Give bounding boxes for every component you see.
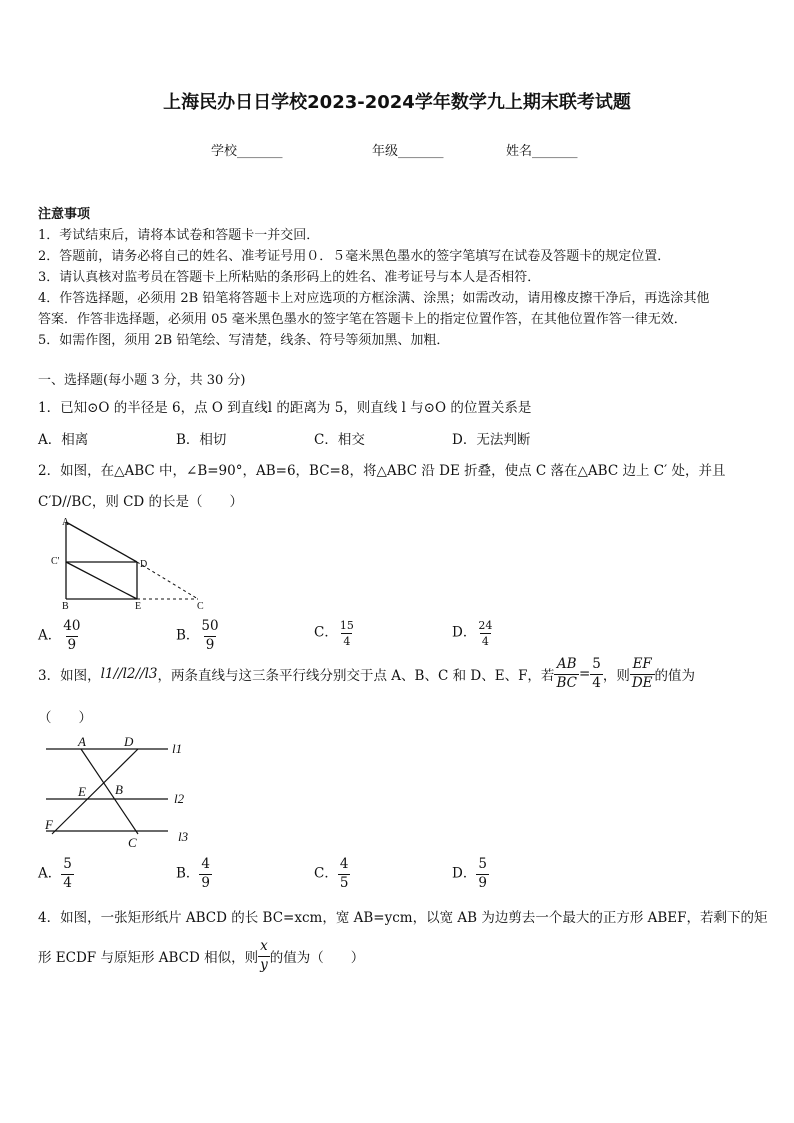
q1-option-b: B．相切	[176, 432, 227, 448]
option-letter: D．	[452, 624, 477, 641]
q1-option-d: D．无法判断	[452, 432, 531, 448]
notice-item: 2．答题前，请务必将自己的姓名、准考证号用０．５毫米黑色墨水的签字笔填写在试卷及答题卡的规定位置．	[38, 249, 671, 264]
question-4-line-1: 4．如图，一张矩形纸片 ABCD 的长 BC=xcm，宽 AB=ycm，以宽 AB 为边剪去一个最大的正方形 ABEF，若剩下的矩	[38, 910, 768, 926]
frac-denominator: 5	[339, 874, 349, 891]
label-f: F	[45, 817, 53, 832]
frac-numerator: 5	[592, 656, 601, 672]
q2-triangle-figure	[40, 512, 220, 612]
question-2-line-2: C′D//BC，则 CD 的长是（ ）	[38, 494, 244, 510]
frac-denominator: 4	[63, 874, 72, 891]
frac-numerator: 40	[63, 618, 81, 634]
transversal-df	[52, 749, 138, 834]
question-3-stem	[38, 658, 695, 690]
frac-denominator: 9	[201, 874, 211, 891]
notice-heading: 注意事项	[38, 207, 91, 222]
label-c-prime: C'	[51, 556, 60, 567]
label-d: D	[140, 559, 148, 570]
q4-text-a: 形 ECDF 与原矩形 ABCD 相似，则	[38, 950, 259, 966]
q3-parallel-lines-figure	[38, 733, 198, 853]
q1-option-a: A．相离	[38, 432, 89, 448]
q3-text-4: 的值为	[654, 668, 696, 684]
label-l1: l1	[172, 741, 183, 756]
q3-text-1: 3．如图，	[38, 668, 101, 684]
label-l2: l2	[174, 791, 185, 806]
frac-denominator: 4	[592, 674, 601, 691]
q3-text-2: ，两条直线与这三条平行线分别交于点 A、B、C 和 D、E、F，若	[157, 668, 555, 684]
label-c: C	[128, 835, 137, 850]
q4-text-b: 的值为（ ）	[269, 950, 365, 966]
frac-denominator: DE	[631, 674, 653, 691]
frac-numerator: 4	[339, 856, 349, 872]
frac-numerator: x	[260, 938, 268, 954]
frac-numerator: 4	[201, 856, 211, 872]
q3-option-c	[314, 858, 350, 890]
q2-option-a	[38, 620, 82, 652]
q2-option-d	[452, 620, 494, 647]
q3-text-3: ，则	[602, 668, 630, 684]
q3-option-b	[176, 858, 212, 890]
q1-option-c: C．相交	[314, 432, 365, 448]
label-b: B	[115, 782, 123, 797]
equals-sign: =	[578, 666, 591, 682]
frac-numerator: 5	[478, 856, 487, 872]
option-letter: A．	[38, 865, 62, 882]
notice-item: 1．考试结束后，请将本试卷和答题卡一并交回．	[38, 228, 320, 243]
frac-numerator: 15	[339, 619, 354, 632]
transversal-ac	[81, 749, 138, 834]
frac-denominator: 4	[481, 635, 489, 648]
frac-denominator: 9	[205, 636, 215, 653]
q2-option-b	[176, 620, 221, 652]
label-e: E	[78, 784, 86, 799]
notice-item: 3．请认真核对监考员在答题卡上所粘贴的条形码上的姓名、准考证号与本人是否相符．	[38, 270, 541, 285]
frac-numerator: 24	[478, 619, 493, 632]
label-d: D	[124, 734, 134, 749]
option-letter: B．	[176, 627, 200, 644]
question-1-stem: 1．已知⊙O 的半径是 6，点 O 到直线l 的距离为 5，则直线 l 与⊙O 的位置关系是	[38, 400, 532, 416]
label-c: C	[197, 601, 204, 612]
option-letter: C．	[314, 624, 338, 641]
label-e: E	[135, 601, 142, 612]
q3-parallel-lines: l1//l2//l3	[100, 666, 158, 682]
name-field: 姓名_______	[506, 144, 578, 159]
option-letter: B．	[176, 865, 200, 882]
label-a: A	[78, 734, 86, 749]
q3-option-d	[452, 858, 489, 890]
q3-answer-paren: （ ）	[38, 710, 92, 726]
q2-option-c	[314, 620, 356, 647]
page-title: 上海民办日日学校2023-2024学年数学九上期末联考试题	[163, 92, 631, 113]
notice-item: 4．作答选择题，必须用 2B 铅笔将答题卡上对应选项的方框涂满、涂黑；如需改动，请用橡皮擦干净后，再选涂其他	[38, 291, 710, 306]
notice-item: 5．如需作图，须用 2B 铅笔绘、写清楚，线条、符号等须加黑、加粗．	[38, 333, 450, 348]
segment-ad	[66, 522, 137, 562]
frac-denominator: 4	[343, 635, 351, 648]
question-4-line-2	[38, 940, 364, 972]
label-l3: l3	[178, 829, 189, 844]
option-letter: D．	[452, 865, 477, 882]
question-2-line-1: 2．如图，在△ABC 中，∠B=90°，AB=6，BC=8，将△ABC 沿 DE 折叠，使点 C 落在△ABC 边上 C′ 处，并且	[38, 463, 726, 479]
frac-numerator: EF	[632, 656, 652, 672]
frac-denominator: y	[260, 956, 268, 973]
frac-denominator: BC	[556, 674, 577, 691]
school-field: 学校_______	[211, 144, 283, 159]
option-letter: A．	[38, 627, 62, 644]
frac-denominator: 9	[67, 636, 77, 653]
section-heading: 一、选择题(每小题 3 分，共 30 分)	[38, 373, 246, 388]
frac-denominator: 9	[478, 874, 487, 891]
grade-field: 年级_______	[372, 144, 444, 159]
frac-numerator: AB	[556, 656, 577, 672]
q3-option-a	[38, 858, 74, 890]
label-a: A	[62, 517, 70, 528]
frac-numerator: 5	[63, 856, 72, 872]
segment-c1e	[66, 562, 137, 599]
label-b: B	[62, 601, 69, 612]
frac-numerator: 50	[201, 618, 219, 634]
notice-item: 答案．作答非选择题，必须用 05 毫米黑色墨水的签字笔在答题卡上的指定位置作答，在其他位置作答一律无效．	[38, 312, 687, 327]
option-letter: C．	[314, 865, 338, 882]
